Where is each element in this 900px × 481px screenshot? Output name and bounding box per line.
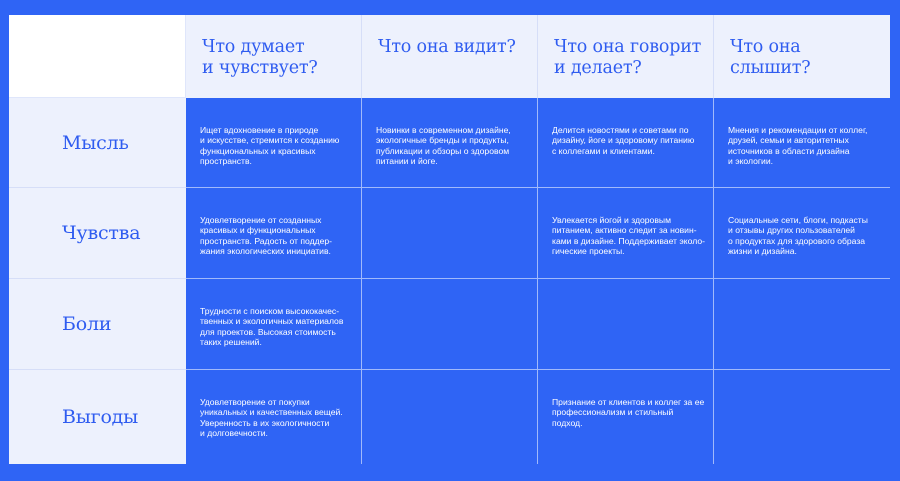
table-cell [362, 98, 538, 188]
table-cell [538, 370, 714, 464]
cell-text: Увлекается йогой и здоровым питанием, активно следит за новин- ками в дизайне. Поддерживает эколо- гические проекты. [552, 215, 705, 257]
table-cell [538, 188, 714, 279]
row-label-feelings [9, 188, 186, 279]
cell-text: Социальные сети, блоги, подкасты и отзывы других пользователей о продуктах для здорового образа жизни и дизайна. [728, 215, 868, 257]
table-cell [186, 279, 362, 370]
table-cell [362, 370, 538, 464]
table-cell [714, 279, 890, 370]
column-header-sees [362, 15, 538, 98]
column-header-thinks-feels [186, 15, 362, 98]
row-label-gains [9, 370, 186, 464]
table-cell [186, 188, 362, 279]
cell-text: Делится новостями и советами по дизайну, йоге и здоровому питанию с коллегами и клиентами. [552, 125, 695, 156]
empathy-map-table [9, 15, 890, 464]
row-label-pains [9, 279, 186, 370]
table-cell [362, 279, 538, 370]
table-cell [714, 98, 890, 188]
cell-text: Признание от клиентов и коллег за ее профессионализм и стильный подход. [552, 397, 705, 428]
column-header-label: Что она видит? [378, 37, 516, 57]
cell-text: Новинки в современном дизайне, экологичные бренды и продукты, публикации и обзоры о здоровом питании и йоге. [376, 125, 511, 167]
row-label-text: Боли [62, 313, 112, 335]
table-cell [714, 188, 890, 279]
table-cell [362, 188, 538, 279]
row-label-text: Мысль [62, 131, 129, 154]
table-cell [186, 370, 362, 464]
corner-cell [9, 15, 186, 98]
cell-text: Ищет вдохновение в природе и искусстве, стремится к созданию функциональных и красивых пространств. [200, 125, 340, 167]
column-header-says-does [538, 15, 714, 98]
row-label-text: Чувства [62, 222, 141, 244]
cell-text: Трудности с поиском высококачес- твенных и экологичных материалов для проектов. Высокая стоимость таких решений. [200, 306, 344, 348]
table-cell [186, 98, 362, 188]
column-header-label: Что она слышит? [730, 37, 811, 78]
cell-text: Удовлетворение от покупки уникальных и качественных вещей. Уверенность в их экологичности и долговечности. [200, 397, 343, 439]
row-label-thought [9, 98, 186, 188]
cell-text: Мнения и рекомендации от коллег, друзей, семьи и авторитетных источников в области дизайна и экологии. [728, 125, 868, 167]
table-cell [538, 279, 714, 370]
table-cell [538, 98, 714, 188]
column-header-label: Что она говорит и делает? [554, 37, 702, 78]
cell-text: Удовлетворение от созданных красивых и функциональных пространств. Радость от поддер- жания экологических инициатив. [200, 215, 333, 257]
column-header-hears [714, 15, 890, 98]
row-label-text: Выгоды [62, 406, 139, 428]
column-header-label: Что думает и чувствует? [202, 37, 318, 78]
table-cell [714, 370, 890, 464]
